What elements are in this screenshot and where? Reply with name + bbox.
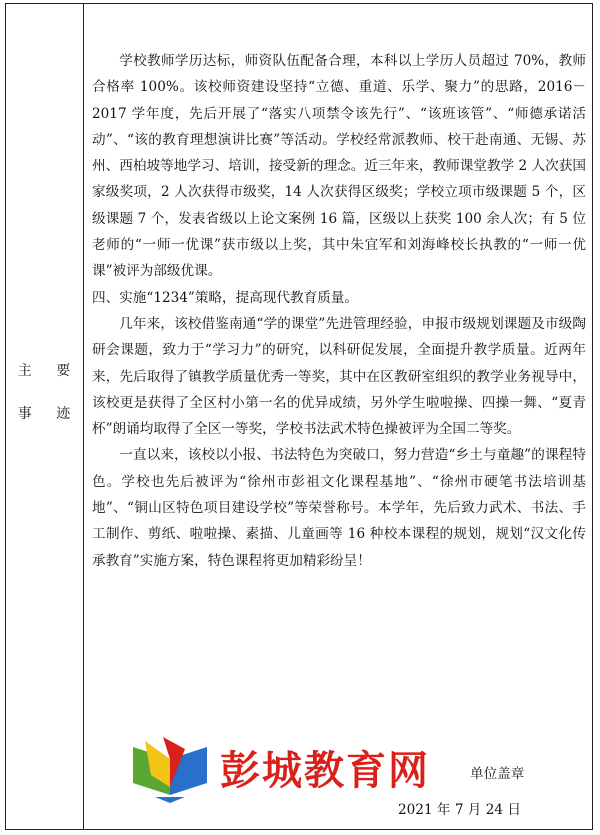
section-heading: 四、实施“1234”策略，提高现代教育质量。 [92, 289, 358, 306]
paragraph-curriculum: 一直以来，该校以小报、书法特色为突破口，努力营造“乡土与童趣”的课程特色。学校也先后被评为“徐州市彭祖文化课程基地”、“徐州市硬笔书法培训基地”、“铜山区特色项目建设学校”等荣誉称号。本学年，先后致力武术、书法、手工制作、剪纸、啦啦操、素描、儿童画等 16 种校本课程的规划，规划“汉文化传承教育”实施方案，特色课程将更加精彩纷呈！ [92, 447, 586, 569]
paragraph-quality: 几年来，该校借鉴南通“学的课堂”先进管理经验，申报市级规划课题及市级陶研会课题，致力于“学习力”的研究，以科研促发展，全面提升教学质量。近两年来，先后取得了镇教学质量优秀一等奖，其中在区教研室组织的教学业务视导中，该校更是获得了全区村小第一名的优异成绩，另外学生啦啦操、四操一舞、“夏青杯”朗诵均取得了全区一等奖，学校书法武术特色操被评为全国二等奖。 [92, 315, 586, 438]
watermark-text: 彭城教育网 [220, 748, 430, 794]
side-label-line1: 主 要 [17, 363, 81, 379]
watermark-logo [125, 735, 465, 805]
signature-date: 2021 年 7 月 24 日 [398, 802, 521, 818]
column-divider [83, 3, 84, 830]
book-icon [125, 735, 215, 805]
paragraph-teachers: 学校教师学历达标，师资队伍配备合理，本科以上学历人员超过 70%，教师合格率 100%。该校师资建设坚持“立德、重道、乐学、聚力”的思路，2016－2017 学年度，先后开展了“落实八项禁令该先行”、“该班该管”、“师德承诺活动”、“该的教育理想演讲比赛”等活动。学校经常派教师、校干赴南通、无锡、苏州、西柏坡等地学习、培训，接受新的理念。近三年来，教师课堂教学 2 人次获国家级奖项，2 人次获得市级奖，14 人次获得区级奖；学校立项市级课题 5 个，区级课题 7 个，发表省级以上论文案例 16 篇，区级以上获奖 100 余人次；有 5 位老师的“一师一优课”获市级以上奖，其中朱宜军和刘海峰校长执教的“一师一优课”被评为部级优课。 [92, 53, 586, 280]
main-content [92, 48, 586, 574]
side-label-line2: 事 迹 [17, 406, 81, 422]
seal-label: 单位盖章 [470, 766, 525, 782]
